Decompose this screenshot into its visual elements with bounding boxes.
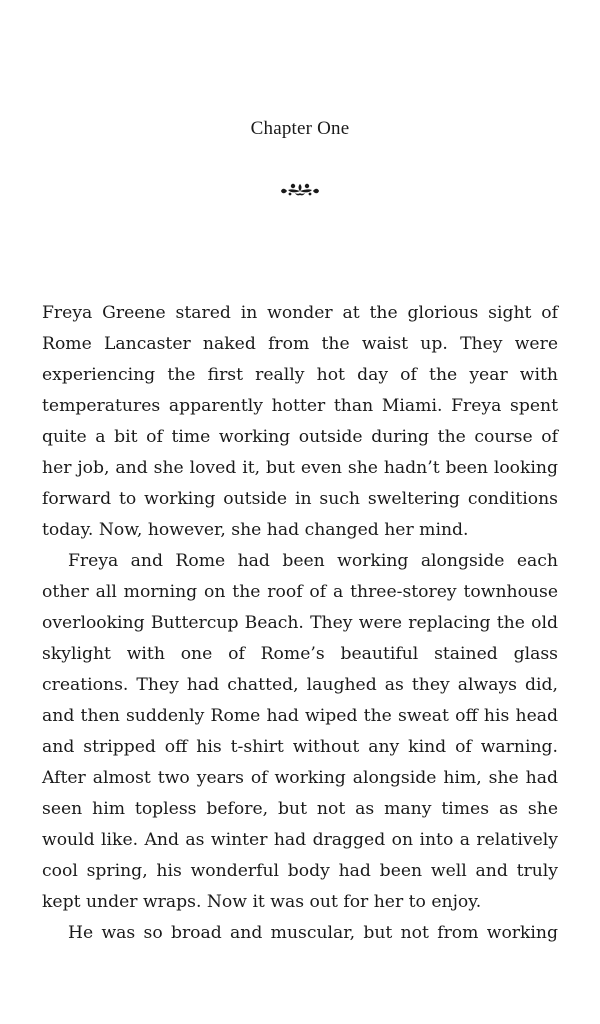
paragraph-3: He was so broad and muscular, but not from working	[68, 923, 558, 943]
paragraph-1: Freya Greene stared in wonder at the glorious sight of Rome Lancaster naked from the waist up. They were experiencing the first really hot day of the year with temperatures apparently hotter than Miami. Freya spent quite a bit of time working outside during the course of her job, and she loved it, but even she hadn’t been looking forward to working outside in such sweltering conditions today. Now, however, she had changed her mind.	[42, 303, 558, 540]
chapter-title: Chapter One	[250, 118, 350, 139]
chapter-body	[42, 298, 558, 949]
floral-ornament-icon	[279, 181, 321, 197]
paragraph-2: Freya and Rome had been working alongside each other all morning on the roof of a three-storey townhouse overlooking Buttercup Beach. They were replacing the old skylight with one of Rome’s beautiful stained glass creations. They had chatted, laughed as they always did, and then suddenly Rome had wiped the sweat off his head and stripped off his t-shirt without any kind of warning. After almost two years of working alongside him, she had seen him topless before, but not as many times as she would like. And as winter had dragged on into a relatively cool spring, his wonderful body had been well and truly kept under wraps. Now it was out for her to enjoy.	[42, 551, 558, 912]
